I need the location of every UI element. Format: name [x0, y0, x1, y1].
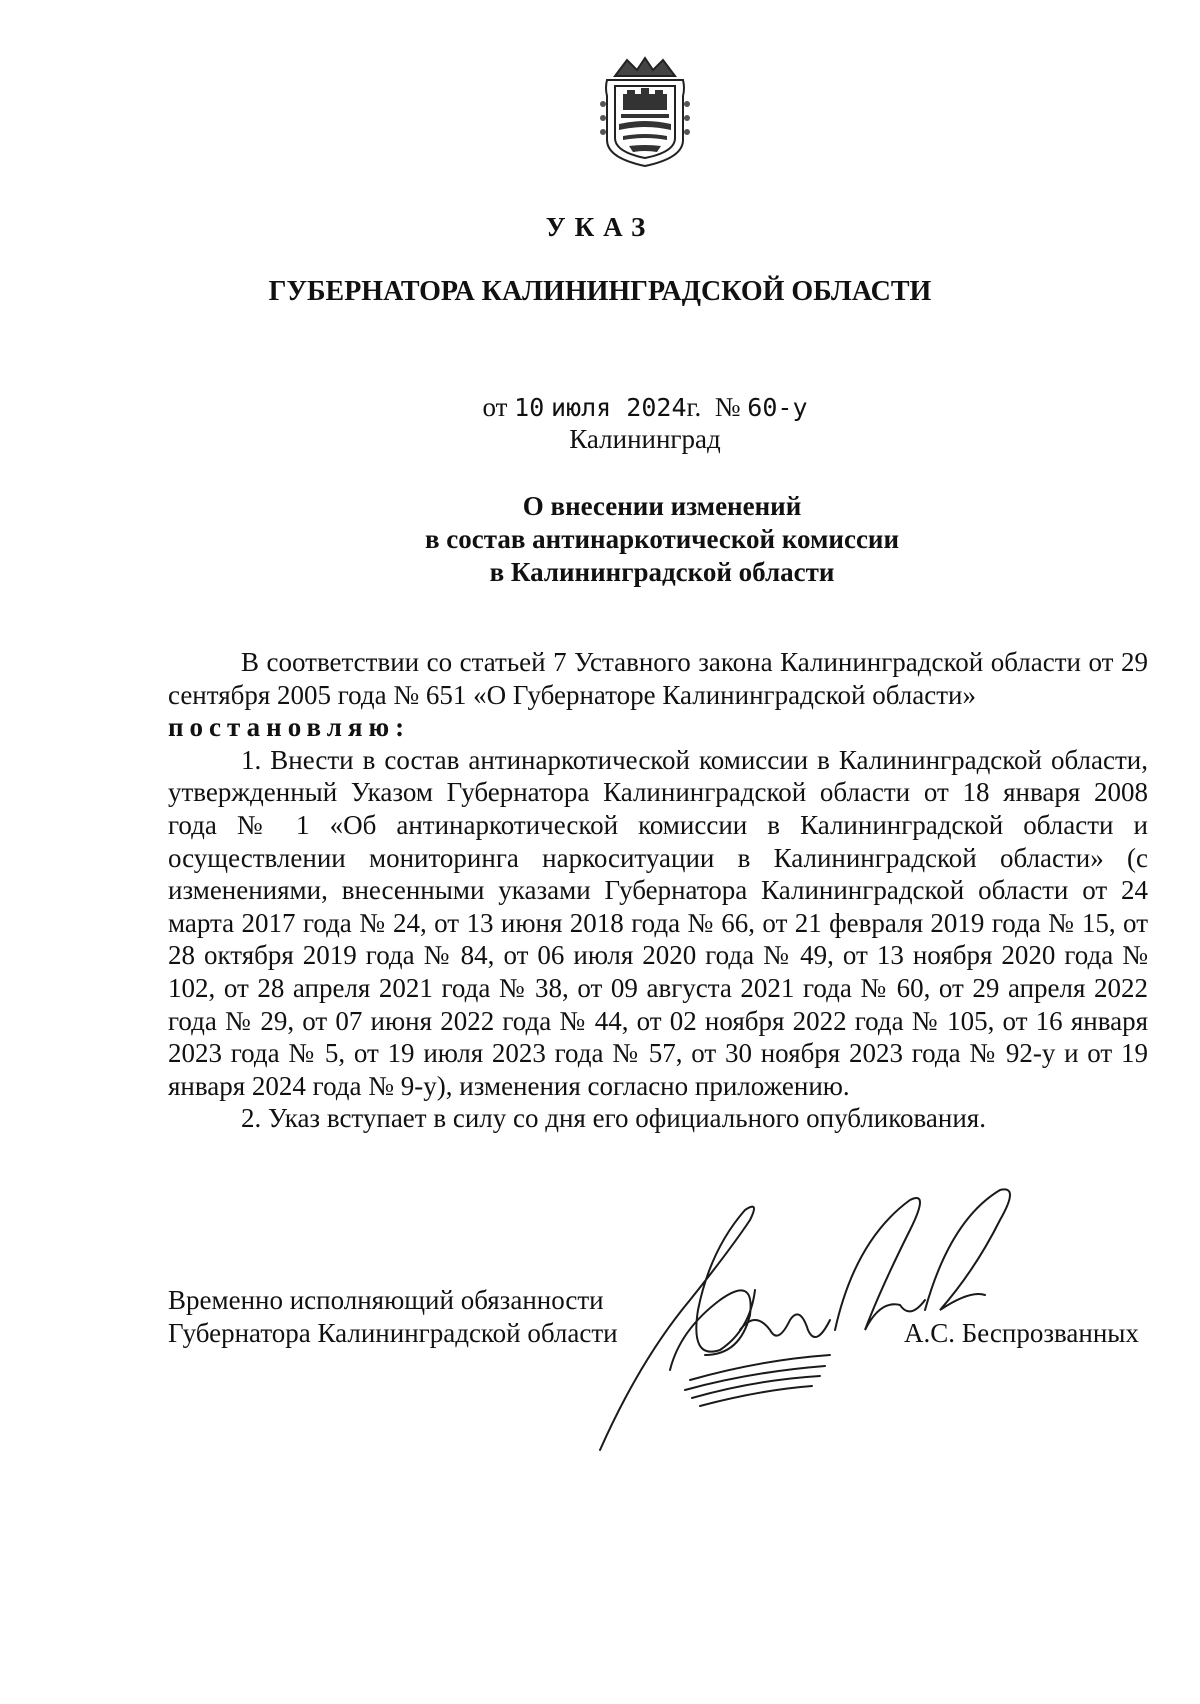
item-2-paragraph: 2. Указ вступает в силу со дня его официального опубликования.	[241, 1103, 986, 1134]
date-day: 10	[514, 393, 545, 422]
subject-line: О внесении изменений	[522, 491, 802, 521]
issuer-title: ГУБЕРНАТОРА КАЛИНИНГРАДСКОЙ ОБЛАСТИ	[268, 276, 932, 307]
decree-subject	[0, 490, 1200, 589]
preamble-paragraph: В соответствии со статьей 7 Уставного закона Калининградской области от 29 сентября 2005 года № 651 «О Губернаторе Калининградской области»	[168, 647, 1148, 710]
item-1-paragraph: 1. Внести в состав антинаркотической комиссии в Калининградской области, утвержденный Указом Губернатора Калининградской области от 18 января 2008 года № 1 «Об антинаркотической комиссии в Калининградской области и осуществлении мониторинга наркоситуации в Калининградской области» (с изменениями, внесенными указами Губернатора Калининградской области от 24 марта 2017 года № 24, от 13 июня 2018 года № 66, от 21 февраля 2019 года № 15, от 28 октября 2019 года № 84, от 06 июля 2020 года № 49, от 13 ноября 2020 года № 102, от 28 апреля 2021 года № 38, от 09 августа 2021 года № 60, от 29 апреля 2022 года № 29, от 07 июня 2022 года № 44, от 02 ноября 2022 года № 105, от 16 января 2023 года № 5, от 19 июля 2023 года № 57, от 30 ноября 2023 года № 92-у и от 19 января 2024 года № 9-у), изменения согласно приложению.	[168, 744, 1148, 1101]
signatory-role-line: Губернатора Калининградской области	[168, 1318, 618, 1348]
date-prefix: от	[482, 392, 508, 422]
signatory-role-line: Временно исполняющий обязанности	[168, 1285, 604, 1315]
signatory-role	[168, 1284, 618, 1350]
date-month-year: июля 2024	[551, 393, 687, 422]
number-sign: №	[714, 392, 741, 422]
document-type-title: УКАЗ	[545, 212, 655, 242]
date-suffix: г.	[686, 392, 702, 422]
subject-line: в Калининградской области	[489, 557, 835, 587]
city: Калининград	[569, 424, 721, 454]
decree-number: 60-у	[747, 393, 808, 422]
subject-line: в состав антинаркотической комиссии	[424, 524, 900, 554]
coat-of-arms-icon	[597, 54, 693, 170]
decree-date-number	[0, 392, 1200, 423]
handwritten-signature-icon	[580, 1180, 1040, 1460]
decree-body	[168, 646, 1148, 1135]
signatory-name: А.С. Беспрозванных	[904, 1318, 1139, 1348]
resolves-word: постановляю:	[168, 712, 411, 743]
